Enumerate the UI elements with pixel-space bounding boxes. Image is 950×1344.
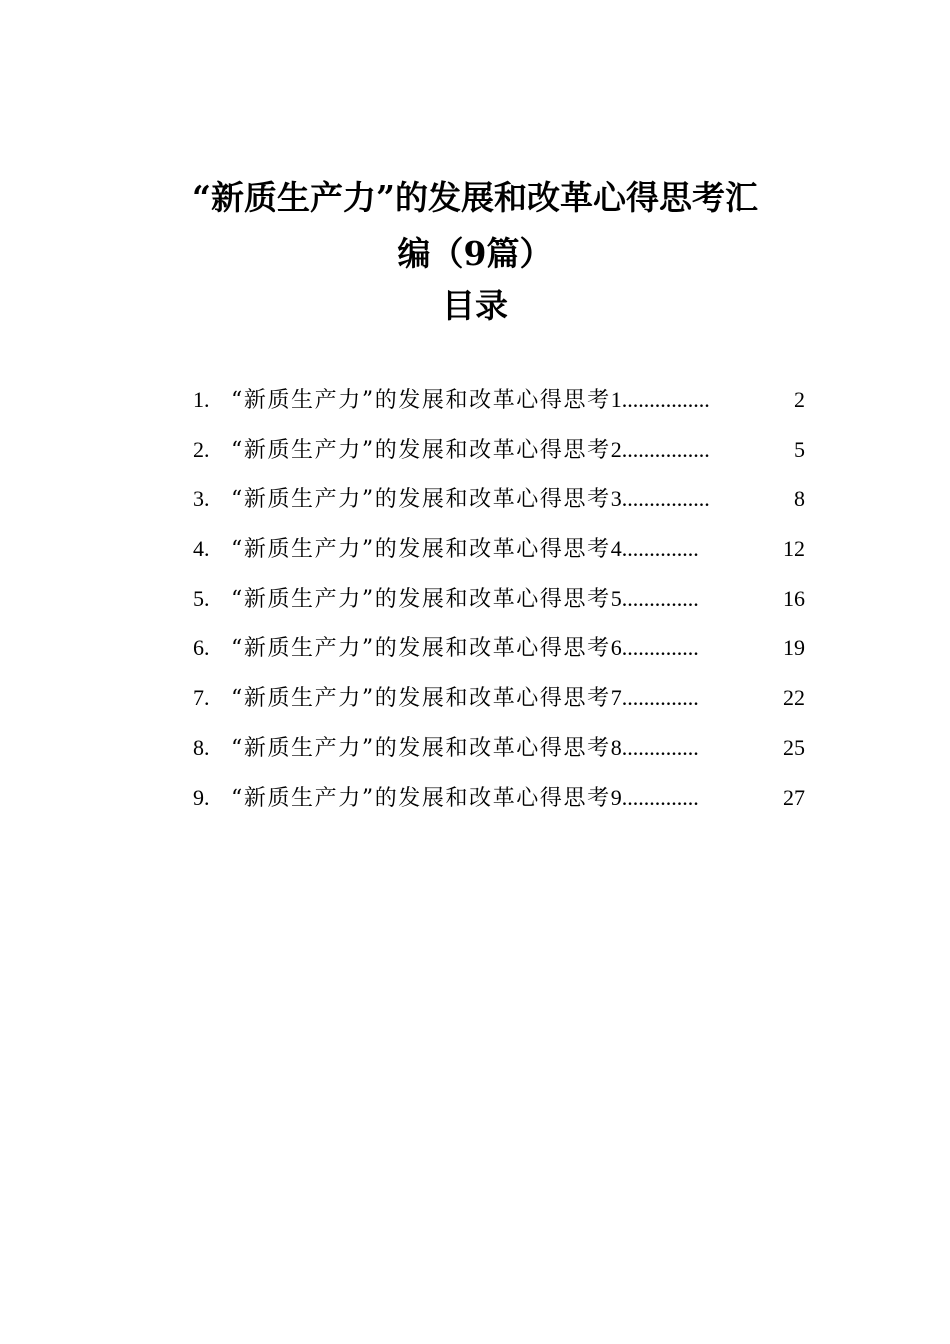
toc-entry-title-suffix: 6 <box>610 635 622 661</box>
toc-entry-title: “新质生产力”的发展和改革心得思考 <box>231 586 611 612</box>
toc-entry-title-suffix: 3 <box>610 486 622 512</box>
toc-entry-leader-dots: .............. <box>621 685 699 711</box>
toc-entry-title: “新质生产力”的发展和改革心得思考 <box>231 735 611 761</box>
toc-entry-title-suffix: 2 <box>610 436 622 462</box>
toc-entry-number: 5. <box>193 585 210 611</box>
toc-entry-number: 9. <box>193 784 210 810</box>
toc-entry-title: “新质生产力”的发展和改革心得思考 <box>231 785 611 811</box>
toc-entry-page-number: 19 <box>783 635 805 661</box>
toc-entry-number: 7. <box>193 685 210 711</box>
toc-entry[interactable] <box>193 433 805 483</box>
toc-entry-title: “新质生产力”的发展和改革心得思考 <box>231 537 611 563</box>
toc-entry-leader-dots: .............. <box>621 734 699 760</box>
toc-entry[interactable] <box>193 582 805 632</box>
toc-entry-number: 4. <box>193 536 210 562</box>
toc-entry-title-suffix: 7 <box>610 685 622 711</box>
toc-entry[interactable] <box>193 482 805 532</box>
toc-entry-title-suffix: 9 <box>610 784 622 810</box>
toc-entry-title: “新质生产力”的发展和改革心得思考 <box>231 388 611 413</box>
toc-entry-title-suffix: 1 <box>610 387 622 412</box>
toc-entry-page-number: 8 <box>794 486 805 512</box>
toc-entry[interactable] <box>193 781 805 831</box>
table-of-contents <box>193 383 805 830</box>
toc-entry[interactable] <box>193 532 805 582</box>
toc-entry-title-suffix: 5 <box>610 585 622 611</box>
toc-entry-page-number: 22 <box>783 685 805 711</box>
toc-entry[interactable] <box>193 681 805 731</box>
toc-entry-leader-dots: .............. <box>621 536 699 562</box>
toc-entry-page-number: 16 <box>783 585 805 611</box>
toc-entry-leader-dots: .............. <box>621 585 699 611</box>
toc-entry-title-suffix: 4 <box>610 536 622 562</box>
toc-entry-number: 8. <box>193 734 210 760</box>
toc-entry-number: 2. <box>193 436 210 462</box>
toc-entry-title-suffix: 8 <box>610 734 622 760</box>
toc-entry-number: 3. <box>193 486 210 512</box>
toc-entry-title: “新质生产力”的发展和改革心得思考 <box>231 686 611 712</box>
toc-entry-page-number: 27 <box>783 784 805 810</box>
title-block <box>0 170 950 334</box>
document-title-line-2: 编（9篇） <box>397 234 553 273</box>
toc-entry-leader-dots: ................ <box>621 486 710 512</box>
toc-entry-title: “新质生产力”的发展和改革心得思考 <box>231 487 611 513</box>
toc-entry-leader-dots: ................ <box>621 436 710 462</box>
toc-entry[interactable] <box>193 731 805 781</box>
toc-entry-leader-dots: .............. <box>621 784 699 810</box>
toc-heading: 目录 <box>442 286 508 325</box>
toc-entry-page-number: 2 <box>794 387 805 412</box>
toc-entry-title: “新质生产力”的发展和改革心得思考 <box>231 636 611 662</box>
toc-entry-number: 6. <box>193 635 210 661</box>
toc-entry-number: 1. <box>193 387 210 412</box>
toc-entry-title: “新质生产力”的发展和改革心得思考 <box>231 437 611 463</box>
toc-entry[interactable] <box>193 383 805 433</box>
toc-entry-leader-dots: ................ <box>621 387 710 412</box>
toc-entry-page-number: 25 <box>783 734 805 760</box>
toc-entry-page-number: 5 <box>794 436 805 462</box>
toc-entry[interactable] <box>193 631 805 681</box>
toc-entry-page-number: 12 <box>783 536 805 562</box>
document-title-line-1: “新质生产力”的发展和改革心得思考汇 <box>192 178 758 217</box>
toc-entry-leader-dots: .............. <box>621 635 699 661</box>
